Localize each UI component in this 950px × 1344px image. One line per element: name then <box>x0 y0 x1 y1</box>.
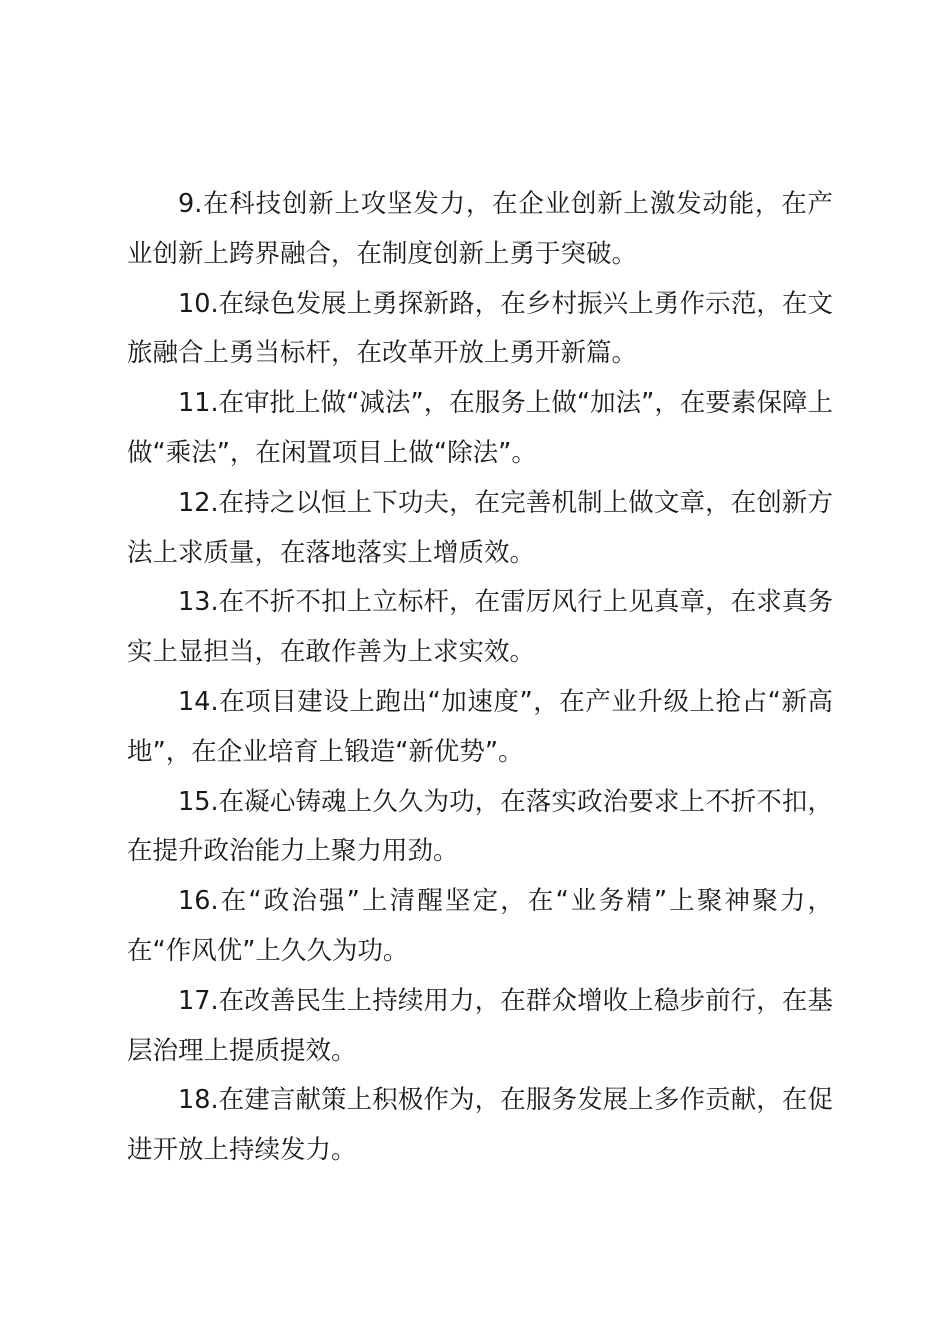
paragraph-11: 11.在审批上做“减法”，在服务上做“加法”，在要素保障上做“乘法”，在闲置项目上做“除法”。 <box>127 388 833 468</box>
paragraph-10: 10.在绿色发展上勇探新路，在乡村振兴上勇作示范，在文旅融合上勇当标杆，在改革开放上勇开新篇。 <box>127 288 833 369</box>
paragraph-18: 18.在建言献策上积极作为，在服务发展上多作贡献，在促进开放上持续发力。 <box>127 1085 833 1166</box>
paragraph-14: 14.在项目建设上跑出“加速度”，在产业升级上抢占“新高地”，在企业培育上锻造“新优势”。 <box>127 686 833 767</box>
document-body <box>127 180 833 1176</box>
paragraph-15: 15.在凝心铸魂上久久为功，在落实政治要求上不折不扣，在提升政治能力上聚力用劲。 <box>127 786 833 867</box>
paragraph-13: 13.在不折不扣上立标杆，在雷厉风行上见真章，在求真务实上显担当，在敢作善为上求实效。 <box>127 587 833 668</box>
paragraph-17: 17.在改善民生上持续用力，在群众增收上稳步前行，在基层治理上提质提效。 <box>127 985 833 1066</box>
paragraph-16: 16.在“政治强”上清醒坚定，在“业务精”上聚神聚力，在“作风优”上久久为功。 <box>127 886 833 966</box>
paragraph-9: 9.在科技创新上攻坚发力，在企业创新上激发动能，在产业创新上跨界融合，在制度创新上勇于突破。 <box>127 189 833 269</box>
paragraph-12: 12.在持之以恒上下功夫，在完善机制上做文章，在创新方法上求质量，在落地落实上增质效。 <box>127 487 833 568</box>
